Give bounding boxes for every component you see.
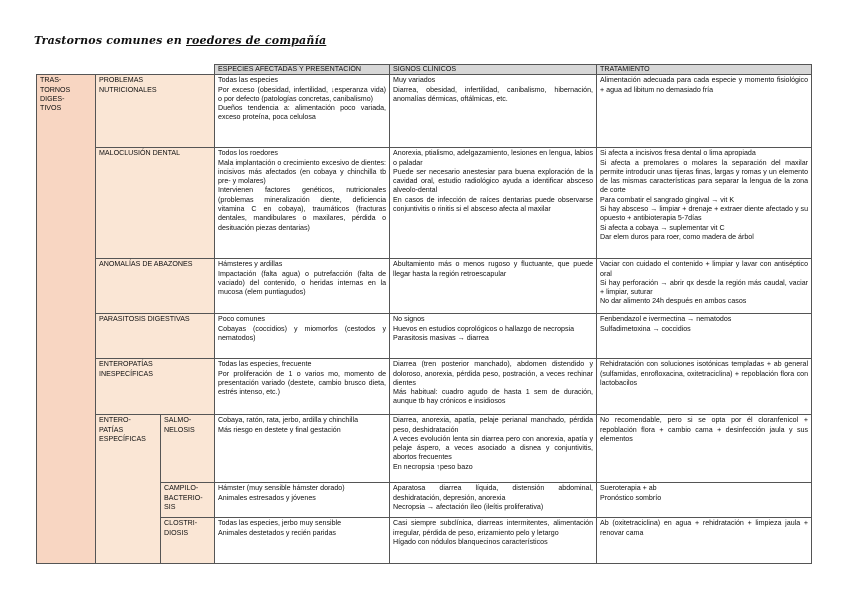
- subdisease-name: SALMO- NELOSIS: [161, 415, 215, 483]
- signs-cell: Diarrea (tren posterior manchado), abdomen distendido y doloroso, anorexia, pérdida peso, postración, a veces rechinar dientes Más habitual: cuadro agudo de hasta 1 sem de duración, aunque tb hay crónicos e insidiosos: [390, 359, 597, 415]
- header-signs: SIGNOS CLÍNICOS: [390, 65, 597, 75]
- subdisease-name: CAMPILO- BACTERIO- SIS: [161, 483, 215, 518]
- title-plain: Trastornos comunes en: [34, 34, 186, 47]
- treatment-cell: Fenbendazol e ivermectina → nematodos Sulfadimetoxina → coccidios: [597, 314, 812, 359]
- treatment-cell: Alimentación adecuada para cada especie y momento fisiológico + agua ad libitum no demasiado fría: [597, 75, 812, 148]
- header-row: [37, 65, 812, 75]
- treatment-cell: No recomendable, pero si se opta por él cloranfenicol + repoblación flora + cambio cama + desinfección jaula y sus elementos: [597, 415, 812, 483]
- header-blank: [37, 65, 215, 75]
- treatment-cell: Si afecta a incisivos fresa dental o lima apropiada Si afecta a premolares o molares la separación del maxilar permite introducir unas tijeras finas, largas y romas y un elemento de las mismas características para separar la lengua de la zona de corte Para combatir el sangrado gingival → vit K Si hay absceso → limpiar + drenaje + extraer diente afectado y su opuesto + antibioterapia 5-7días Si afecta a cobaya → suplementar vit C Dar elem duros para roer, como madera de árbol: [597, 148, 812, 259]
- table-row: [37, 314, 812, 359]
- disease-name: PROBLEMAS NUTRICIONALES: [96, 75, 215, 148]
- species-cell: Hámster (muy sensible hámster dorado) Animales estresados y jóvenes: [215, 483, 390, 518]
- disease-name: ENTERO- PATÍAS ESPECÍFICAS: [96, 415, 161, 564]
- species-cell: Hámsteres y ardillas Impactación (falta agua) o putrefacción (falta de vaciado) del contenido, o heridas internas en la mucosa (elem puntiagudos): [215, 259, 390, 314]
- disease-name: ANOMALÍAS DE ABAZONES: [96, 259, 215, 314]
- title-underlined: roedores de compañía: [186, 34, 327, 47]
- signs-cell: Muy variados Diarrea, obesidad, infertilidad, canibalismo, hibernación, anomalías dérmicas, oftálmicas, etc.: [390, 75, 597, 148]
- signs-cell: Abultamiento más o menos rugoso y fluctuante, que puede llegar hasta la región retroescapular: [390, 259, 597, 314]
- table-row: [37, 259, 812, 314]
- treatment-cell: Sueroterapia + ab Pronóstico sombrío: [597, 483, 812, 518]
- signs-cell: Diarrea, anorexia, apatía, pelaje perianal manchado, pérdida peso, deshidratación A veces evolución lenta sin diarrea pero con anorexia, apatía y pelaje áspero, a veces asociado a disnea y conjuntivitis, abortos frecuentes En necropsia ↑peso bazo: [390, 415, 597, 483]
- table-row: [37, 75, 812, 148]
- species-cell: Poco comunes Cobayas (coccidios) y miomorfos (cestodos y nematodos): [215, 314, 390, 359]
- species-cell: Todas las especies, frecuente Por proliferación de 1 o varios mo, momento de presentación variado (destete, cambio brusco dieta, estrés intenso, etc.): [215, 359, 390, 415]
- category-cell: TRAS- TORNOS DIGES- TIVOS: [37, 75, 96, 564]
- disease-name: ENTEROPATÍAS INESPECÍFICAS: [96, 359, 215, 415]
- disease-name: PARASITOSIS DIGESTIVAS: [96, 314, 215, 359]
- disorders-table: [36, 64, 812, 564]
- signs-cell: No signos Huevos en estudios coprológicos o hallazgo de necropsia Parasitosis masivas → diarrea: [390, 314, 597, 359]
- species-cell: Todos los roedores Mala implantación o crecimiento excesivo de dientes: incisivos más afectados (en cobaya y chinchilla tb pre- y molares) Intervienen factores genéticos, nutricionales (problemas mineralización diente, deficiencia vitamina C en cobaya), traumáticos (fracturas dentales, mandibulares o maxilares, pérdida o desituación piezas dentarias): [215, 148, 390, 259]
- species-cell: Todas las especies Por exceso (obesidad, infertilidad, ↓esperanza vida) o por defecto (patologías concretas, canibalismo) Dueños tendencia a: alimentación poco variada, exceso proteína, poca celulosa: [215, 75, 390, 148]
- subdisease-name: CLOSTRI- DIOSIS: [161, 518, 215, 564]
- table-row: [37, 148, 812, 259]
- signs-cell: Casi siempre subclínica, diarreas intermitentes, alimentación irregular, pérdida de peso, erizamiento pelo y letargo Hígado con nódulos blanquecinos característicos: [390, 518, 597, 564]
- species-cell: Todas las especies, jerbo muy sensible Animales destetados y recién paridas: [215, 518, 390, 564]
- signs-cell: Anorexia, ptialismo, adelgazamiento, lesiones en lengua, labios o paladar Puede ser necesario anestesiar para buena exploración de la cavidad oral, estudio radiológico ayuda a identificar absceso alveolo-dental En casos de infección de raíces dentarias puede observarse conjuntivitis o rinitis si el absceso afecta al maxilar: [390, 148, 597, 259]
- header-species: ESPECIES AFECTADAS Y PRESENTACIÓN: [215, 65, 390, 75]
- treatment-cell: Rehidratación con soluciones isotónicas templadas + ab general (sulfamidas, enrofloxacina, oxitetraciclina) + repoblación flora con lactobacilos: [597, 359, 812, 415]
- treatment-cell: Ab (oxitetraciclina) en agua + rehidratación + limpieza jaula + renovar cama: [597, 518, 812, 564]
- treatment-cell: Vaciar con cuidado el contenido + limpiar y lavar con antiséptico oral Si hay perforación → abrir qx desde la región más caudal, vaciar + limpiar, suturar No dar alimento 24h después en ambos casos: [597, 259, 812, 314]
- table-row: [37, 359, 812, 415]
- table-row: [37, 415, 812, 483]
- disease-name: MALOCLUSIÓN DENTAL: [96, 148, 215, 259]
- header-treatment: TRATAMIENTO: [597, 65, 812, 75]
- species-cell: Cobaya, ratón, rata, jerbo, ardilla y chinchilla Más riesgo en destete y final gestación: [215, 415, 390, 483]
- signs-cell: Aparatosa diarrea líquida, distensión abdominal, deshidratación, depresión, anorexia Necropsia → afectación íleo (ileítis proliferativa): [390, 483, 597, 518]
- page-title: [34, 34, 326, 47]
